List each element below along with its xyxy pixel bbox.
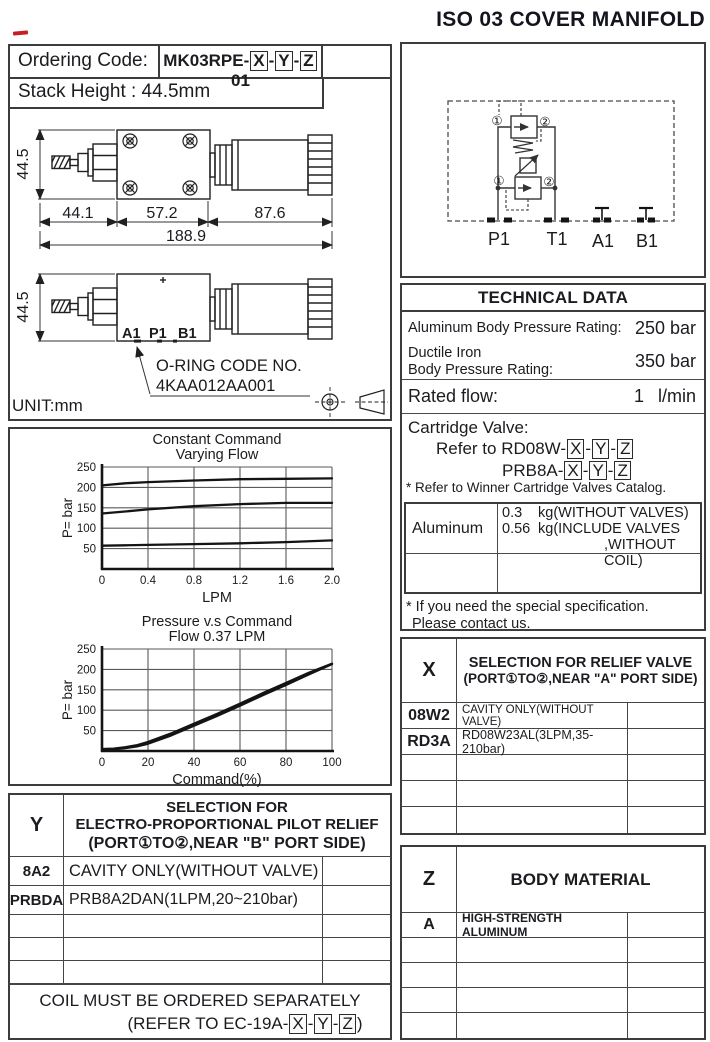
- rated-flow-number: 1: [633, 386, 644, 406]
- svg-text:20: 20: [141, 757, 155, 769]
- circled-1-label: ①: [493, 174, 505, 188]
- svg-text:P= bar: P= bar: [60, 497, 75, 539]
- weight-line-3: ,WITHOUT COIL): [604, 536, 676, 569]
- x-selection-table: [400, 637, 706, 835]
- table-row: [402, 807, 704, 833]
- x-header-line2: (PORT①TO②,NEAR "A" PORT SIDE): [463, 670, 698, 686]
- table-row: [10, 915, 390, 938]
- ductile-pressure-label: [408, 345, 553, 378]
- z-selection-table: [400, 845, 706, 1040]
- x-row-code: 08W2: [402, 703, 457, 728]
- svg-text:150: 150: [76, 684, 96, 697]
- ref2-box-z: Z: [614, 461, 630, 481]
- z-row-desc: [457, 963, 628, 987]
- svg-text:100: 100: [76, 523, 96, 536]
- ref-sep: -: [585, 439, 592, 459]
- technical-data-panel: [400, 283, 706, 631]
- svg-text:LPM: LPM: [202, 590, 232, 606]
- svg-text:Flow 0.37 LPM: Flow 0.37 LPM: [168, 629, 266, 645]
- weight-material-empty: [406, 554, 498, 592]
- y-row-desc: [64, 915, 323, 937]
- weight-unit-1: kg(WITHOUT VALVES): [538, 505, 689, 521]
- third-angle-projection-icon: [315, 387, 388, 417]
- cartridge-valve-section: [402, 414, 704, 480]
- circled-2-label: ②: [543, 175, 555, 189]
- weight-line-1: [502, 506, 700, 522]
- svg-text:250: 250: [76, 462, 96, 474]
- ordering-code-row: [10, 46, 390, 90]
- x-header-line1: SELECTION FOR RELIEF VALVE: [468, 654, 693, 671]
- z-header-text: [457, 847, 704, 912]
- rated-flow-row: [402, 380, 704, 414]
- coil-box-x: X: [289, 1014, 306, 1034]
- oring-code: 4KAA012AA001: [156, 377, 276, 395]
- y-header-text: [64, 795, 390, 856]
- x-code-header: X: [402, 639, 457, 702]
- y-row-desc: [64, 938, 323, 960]
- z-table-header: [402, 847, 704, 913]
- x-header-text: [457, 639, 704, 702]
- weight-row-empty: [406, 554, 700, 592]
- weight-row-aluminum: [406, 504, 700, 569]
- dim-height-top-label: 44.5: [15, 148, 32, 180]
- z-row-desc: HIGH-STRENGTH ALUMINUM: [457, 913, 628, 937]
- svg-text:100: 100: [76, 705, 96, 718]
- ductile-pressure-value: 350 bar: [634, 351, 696, 371]
- weight-line-2: [502, 522, 700, 538]
- y-table-header: [10, 795, 390, 857]
- chart-pressure-vs-command: [10, 611, 390, 789]
- y-row-desc: [64, 961, 323, 983]
- z-code-header: Z: [402, 847, 457, 912]
- hydraulic-schematic-panel: [400, 42, 706, 278]
- svg-text:Varying Flow: Varying Flow: [175, 447, 259, 463]
- svg-text:40: 40: [187, 757, 201, 769]
- red-pen-mark: [13, 30, 28, 35]
- code-box-x: X: [250, 51, 267, 71]
- port-a1-label: A1: [122, 326, 141, 342]
- ordering-code-empty-cell: [323, 46, 390, 77]
- z-row-code: [402, 938, 457, 962]
- top-view-body: [52, 130, 332, 199]
- code-box-y: Y: [275, 51, 292, 71]
- x-row-desc: [457, 755, 628, 780]
- y-header-line2: ELECTRO-PROPORTIONAL PILOT RELIEF: [75, 815, 379, 833]
- y-row-extra: [323, 857, 390, 885]
- ref-sep: -: [582, 460, 589, 480]
- y-header-line1: SELECTION FOR: [166, 798, 288, 816]
- ref1-box-y: Y: [592, 439, 609, 459]
- table-row: [402, 755, 704, 781]
- circled-2-label: ②: [539, 115, 551, 129]
- x-row-code: [402, 807, 457, 833]
- hydraulic-schematic: [402, 44, 704, 276]
- x-table-header: [402, 639, 704, 703]
- schematic-port-a1: A1: [591, 231, 615, 251]
- coil-note-line2: [10, 1013, 390, 1036]
- z-row-extra: [628, 938, 704, 962]
- x-row-desc: CAVITY ONLY(WITHOUT VALVE): [457, 703, 628, 728]
- performance-charts-panel: [8, 427, 392, 786]
- chart-constant-command: [10, 429, 390, 607]
- coil-note-line1: COIL MUST BE ORDERED SEPARATELY: [39, 991, 361, 1010]
- z-row-extra: [628, 963, 704, 987]
- z-row-code: A: [402, 913, 457, 937]
- z-row-desc: [457, 938, 628, 962]
- coil-box-z: Z: [339, 1014, 355, 1034]
- x-row-code: RD3A: [402, 729, 457, 754]
- ref2-prefix: PRB8A-: [502, 460, 564, 480]
- table-row: [10, 886, 390, 915]
- table-row: [402, 963, 704, 988]
- technical-data-title: TECHNICAL DATA: [402, 285, 704, 312]
- aluminum-pressure-label: Aluminum Body Pressure Rating:: [408, 319, 622, 336]
- page-title: ISO 03 COVER MANIFOLD: [436, 8, 705, 31]
- dim-seg2-label: 57.2: [146, 205, 178, 222]
- table-row: [402, 988, 704, 1013]
- y-row-extra: [323, 961, 390, 983]
- svg-text:P= bar: P= bar: [60, 679, 75, 721]
- code-suffix: 01: [231, 71, 250, 90]
- weight-table: [404, 502, 702, 594]
- svg-text:Constant Command: Constant Command: [152, 432, 282, 448]
- y-row-code: PRBDA: [10, 886, 64, 914]
- svg-text:250: 250: [76, 644, 96, 656]
- y-selection-table: [8, 793, 392, 1040]
- coil-sep: -: [307, 1013, 314, 1033]
- table-row: [402, 938, 704, 963]
- ref1-prefix: Refer to RD08W-: [436, 439, 567, 459]
- z-row-code: [402, 963, 457, 987]
- cartridge-ref-1: [408, 438, 704, 459]
- rated-flow-value: [634, 386, 698, 407]
- rated-flow-unit: l/min: [657, 386, 696, 406]
- weight-val-1: 0.3: [502, 505, 523, 521]
- y-row-code: [10, 915, 64, 937]
- circled-1-label: ①: [491, 114, 503, 128]
- y-row-extra: [323, 938, 390, 960]
- spec-note-line1: * If you need the special specification.: [406, 599, 649, 615]
- oring-label: O-RING CODE NO.: [156, 357, 302, 375]
- x-row-extra: [628, 781, 704, 806]
- table-row: [402, 729, 704, 755]
- drawing-panel: [8, 44, 392, 421]
- table-row: [10, 857, 390, 886]
- y-code-header: Y: [10, 795, 64, 856]
- dim-total-label: 188.9: [165, 228, 207, 245]
- svg-text:60: 60: [233, 757, 247, 769]
- aluminum-pressure-value: 250 bar: [634, 317, 696, 338]
- aluminum-pressure-row: [402, 312, 704, 344]
- svg-text:200: 200: [76, 482, 96, 495]
- port-p1-label: P1: [149, 326, 167, 342]
- rated-flow-label: Rated flow:: [408, 386, 499, 407]
- z-header-line1: BODY MATERIAL: [510, 869, 651, 889]
- y-row-extra: [323, 915, 390, 937]
- unit-note: UNIT:mm: [12, 396, 83, 415]
- weight-val-2: 0.56: [502, 520, 531, 537]
- y-row-desc: CAVITY ONLY(WITHOUT VALVE): [64, 857, 323, 885]
- coil-box-y: Y: [314, 1014, 331, 1034]
- ref1-box-z: Z: [617, 439, 633, 459]
- weight-values-empty: [498, 554, 700, 592]
- technical-drawing: [10, 111, 388, 417]
- ref2-box-x: X: [564, 461, 581, 481]
- table-row: [402, 703, 704, 729]
- code-sep: -: [293, 51, 300, 70]
- z-row-desc: [457, 1013, 628, 1038]
- coil-order-note: [10, 984, 390, 1038]
- proportional-valve-symbol: [506, 155, 541, 210]
- ductile-label-line2: Body Pressure Rating:: [408, 361, 554, 378]
- stack-height-label: Stack Height : 44.5mm: [10, 79, 324, 109]
- table-row: [402, 1013, 704, 1038]
- x-row-desc: [457, 781, 628, 806]
- z-row-extra: [628, 988, 704, 1012]
- code-box-z: Z: [300, 51, 316, 71]
- svg-text:1.2: 1.2: [232, 575, 248, 587]
- spec-note-line2: Please contact us.: [412, 616, 531, 633]
- svg-text:2.0: 2.0: [324, 575, 340, 587]
- ref2-box-y: Y: [589, 461, 606, 481]
- svg-text:0.4: 0.4: [140, 575, 156, 587]
- dim-seg1-label: 44.1: [62, 205, 94, 222]
- weight-material: Aluminum: [406, 504, 498, 553]
- ductile-pressure-row: [402, 344, 704, 380]
- ordering-code-label: Ordering Code:: [10, 46, 160, 77]
- port-flanges: [487, 218, 655, 223]
- cartridge-ref-2: [408, 460, 704, 481]
- coil-ref-suffix: ): [356, 1013, 363, 1033]
- catalog-note: * Refer to Winner Cartridge Valves Catalog.: [406, 480, 667, 495]
- svg-text:200: 200: [76, 664, 96, 677]
- svg-text:150: 150: [76, 502, 96, 515]
- dim-seg3-label: 87.6: [254, 205, 286, 222]
- code-prefix: MK03RPE-: [163, 51, 250, 70]
- weight-values: [498, 504, 700, 569]
- ref1-box-x: X: [567, 439, 584, 459]
- manifold-boundary: [448, 101, 674, 221]
- cartridge-title: Cartridge Valve:: [408, 418, 529, 437]
- svg-text:80: 80: [279, 757, 293, 769]
- coil-sep: -: [332, 1013, 339, 1033]
- port-b1-label: B1: [178, 326, 197, 342]
- ref-sep: -: [607, 460, 614, 480]
- svg-text:50: 50: [83, 725, 96, 738]
- y-header-line3: (PORT①TO②,NEAR "B" PORT SIDE): [88, 834, 366, 852]
- table-row: [402, 781, 704, 807]
- svg-text:0.8: 0.8: [186, 575, 202, 587]
- x-row-extra: [628, 729, 704, 754]
- table-row: [402, 913, 704, 938]
- z-row-code: [402, 1013, 457, 1038]
- table-row: [10, 938, 390, 961]
- weight-unit-2: kg(INCLUDE VALVES: [538, 520, 681, 537]
- ductile-label-line1: Ductile Iron: [408, 344, 482, 361]
- svg-text:50: 50: [83, 543, 96, 556]
- schematic-port-t1: T1: [546, 229, 568, 249]
- y-row-code: 8A2: [10, 857, 64, 885]
- svg-text:0: 0: [98, 757, 106, 769]
- ref-sep: -: [610, 439, 617, 459]
- coil-ref-prefix: (REFER TO EC-19A-: [127, 1013, 289, 1033]
- plugged-port-symbols: [595, 208, 653, 220]
- x-row-code: [402, 755, 457, 780]
- z-row-code: [402, 988, 457, 1012]
- dim-height-side-label: 44.5: [15, 291, 32, 323]
- ordering-code-value: [160, 46, 323, 90]
- x-row-extra: [628, 807, 704, 833]
- x-row-desc: RD08W23AL(3LPM,35-210bar): [457, 729, 628, 754]
- z-row-extra: [628, 1013, 704, 1038]
- y-row-code: [10, 938, 64, 960]
- z-row-extra: [628, 913, 704, 937]
- y-row-code: [10, 961, 64, 983]
- svg-text:100: 100: [322, 757, 342, 769]
- x-row-extra: [628, 755, 704, 780]
- x-row-code: [402, 781, 457, 806]
- svg-text:Command(%): Command(%): [172, 772, 262, 788]
- schematic-port-b1: B1: [635, 231, 659, 251]
- z-row-desc: [457, 988, 628, 1012]
- code-sep: -: [268, 51, 275, 70]
- svg-text:1.6: 1.6: [278, 575, 294, 587]
- svg-text:Pressure v.s Command: Pressure v.s Command: [141, 614, 293, 630]
- svg-text:0: 0: [98, 575, 106, 587]
- table-row: [10, 961, 390, 984]
- schematic-port-p1: P1: [487, 229, 511, 249]
- x-row-desc: [457, 807, 628, 833]
- special-spec-note: [406, 599, 649, 634]
- x-row-extra: [628, 703, 704, 728]
- y-row-extra: [323, 886, 390, 914]
- y-row-desc: PRB8A2DAN(1LPM,20~210bar): [64, 886, 323, 914]
